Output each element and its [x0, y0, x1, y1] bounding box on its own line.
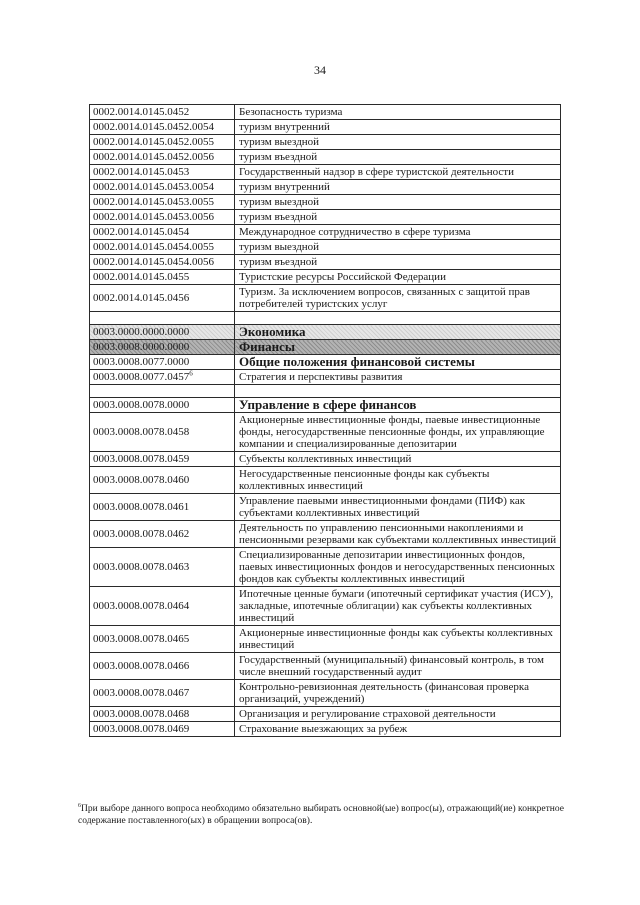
title-cell: [235, 325, 561, 340]
classifier-title: туризм выездной: [239, 241, 320, 253]
classifier-code: 0003.0008.0078.0460: [93, 474, 190, 486]
classifier-code: 0002.0014.0145.0452.0056: [93, 151, 214, 163]
classifier-title: Специализированные депозитарии инвестиционных фондов, паевых инвестиционных фондов и негосударственных пенсионных фондов как субъекты коллективных инвестиций: [239, 549, 556, 585]
table-row: [90, 225, 561, 240]
classifier-code: 0003.0008.0077.0000: [93, 356, 190, 368]
title-cell: [235, 413, 561, 452]
classifier-title: Страхование выезжающих за рубеж: [239, 723, 408, 735]
code-cell: [90, 626, 235, 653]
title-cell: [235, 355, 561, 370]
footnote-mark: 6: [78, 802, 81, 809]
code-cell: [90, 285, 235, 312]
blank-row: [90, 385, 561, 398]
footnote-ref: 6: [189, 369, 193, 378]
classifier-title: Стратегия и перспективы развития: [239, 371, 403, 383]
classifier-code: 0003.0008.0000.0000: [93, 341, 190, 353]
classifier-title: Финансы: [239, 339, 296, 354]
table-row: [90, 195, 561, 210]
classifier-code: 0003.0008.0078.0468: [93, 708, 190, 720]
table-row: [90, 521, 561, 548]
classifier-title: Субъекты коллективных инвестиций: [239, 453, 412, 465]
table-row: [90, 587, 561, 626]
classifier-code: 0002.0014.0145.0454.0056: [93, 256, 214, 268]
table-row: [90, 255, 561, 270]
classifier-title: Государственный надзор в сфере туристской деятельности: [239, 166, 514, 178]
classifier-title: Акционерные инвестиционные фонды, паевые инвестиционные фонды, негосударственные пенсионные фонды, их управляющие компании и специализированные депозитарии: [239, 414, 545, 450]
classifier-title: Негосударственные пенсионные фонды как субъекты коллективных инвестиций: [239, 468, 490, 492]
footnote: [78, 803, 568, 827]
title-cell: [235, 195, 561, 210]
classifier-table-body: [90, 105, 561, 737]
code-cell: [90, 548, 235, 587]
title-cell: [235, 312, 561, 325]
table-row: [90, 467, 561, 494]
title-cell: [235, 521, 561, 548]
title-cell: [235, 120, 561, 135]
code-cell: [90, 398, 235, 413]
code-cell: [90, 467, 235, 494]
classifier-table: [89, 104, 561, 737]
classifier-code: 0003.0008.0078.0467: [93, 687, 190, 699]
footnote-text: При выборе данного вопроса необходимо обязательно выбирать основной(ые) вопрос(ы), отражающий(ие) конкретное содержание поставленного(ых) в обращении вопроса(ов).: [78, 804, 564, 826]
title-cell: [235, 340, 561, 355]
classifier-title: Туристские ресурсы Российской Федерации: [239, 271, 446, 283]
code-cell: [90, 135, 235, 150]
classifier-title: Туризм. За исключением вопросов, связанных с защитой прав потребителей туристских услуг: [239, 286, 531, 310]
table-row: [90, 285, 561, 312]
page-number: 34: [314, 63, 326, 77]
title-cell: [235, 270, 561, 285]
classifier-code: 0003.0008.0078.0461: [93, 501, 190, 513]
title-cell: [235, 680, 561, 707]
classifier-title: Безопасность туризма: [239, 106, 343, 118]
table-row: [90, 494, 561, 521]
code-cell: [90, 325, 235, 340]
title-cell: [235, 255, 561, 270]
classifier-title: Акционерные инвестиционные фонды как субъекты коллективных инвестиций: [239, 627, 553, 651]
title-cell: [235, 385, 561, 398]
classifier-code: 0002.0014.0145.0452.0054: [93, 121, 214, 133]
code-cell: [90, 255, 235, 270]
table-row: [90, 680, 561, 707]
title-cell: [235, 285, 561, 312]
title-cell: [235, 150, 561, 165]
classifier-title: туризм въездной: [239, 256, 318, 268]
classifier-title: Управление в сфере финансов: [239, 397, 417, 412]
classifier-code: 0002.0014.0145.0455: [93, 271, 190, 283]
classifier-code: 0002.0014.0145.0453.0055: [93, 196, 214, 208]
title-cell: [235, 398, 561, 413]
code-cell: [90, 452, 235, 467]
table-row: [90, 180, 561, 195]
code-cell: [90, 370, 235, 385]
table-row: [90, 165, 561, 180]
classifier-code: 0003.0008.0078.0463: [93, 561, 190, 573]
classifier-title: туризм въездной: [239, 211, 318, 223]
title-cell: [235, 626, 561, 653]
title-cell: [235, 165, 561, 180]
code-cell: [90, 150, 235, 165]
classifier-code: 0003.0008.0078.0000: [93, 399, 190, 411]
table-row: [90, 135, 561, 150]
section-row: [90, 340, 561, 355]
code-cell: [90, 180, 235, 195]
classifier-code: 0002.0014.0145.0454.0055: [93, 241, 214, 253]
title-cell: [235, 225, 561, 240]
code-cell: [90, 355, 235, 370]
code-cell: [90, 240, 235, 255]
title-cell: [235, 587, 561, 626]
table-row: [90, 270, 561, 285]
classifier-code: 0003.0008.0078.0464: [93, 600, 190, 612]
title-cell: [235, 105, 561, 120]
classifier-code: 0003.0000.0000.0000: [93, 326, 190, 338]
code-cell: [90, 165, 235, 180]
title-cell: [235, 653, 561, 680]
classifier-code: 0002.0014.0145.0453.0054: [93, 181, 214, 193]
classifier-title: Ипотечные ценные бумаги (ипотечный сертификат участия (ИСУ), закладные, ипотечные облигации) как субъекты коллективных инвестиций: [239, 588, 554, 624]
classifier-title: Общие положения финансовой системы: [239, 354, 475, 369]
code-cell: [90, 210, 235, 225]
table-row: [90, 105, 561, 120]
table-row: [90, 722, 561, 737]
blank-row: [90, 312, 561, 325]
table-row: [90, 370, 561, 385]
classifier-title: Международное сотрудничество в сфере туризма: [239, 226, 471, 238]
classifier-code: 0002.0014.0145.0456: [93, 292, 190, 304]
title-cell: [235, 722, 561, 737]
code-cell: [90, 312, 235, 325]
section-row: [90, 398, 561, 413]
code-cell: [90, 680, 235, 707]
table-row: [90, 653, 561, 680]
title-cell: [235, 494, 561, 521]
code-cell: [90, 494, 235, 521]
classifier-title: туризм внутренний: [239, 121, 330, 133]
title-cell: [235, 452, 561, 467]
table-row: [90, 413, 561, 452]
title-cell: [235, 240, 561, 255]
classifier-code: 0002.0014.0145.0453.0056: [93, 211, 214, 223]
code-cell: [90, 385, 235, 398]
classifier-title: туризм выездной: [239, 196, 320, 208]
classifier-code: 0002.0014.0145.0453: [93, 166, 190, 178]
classifier-title: Государственный (муниципальный) финансовый контроль, в том числе внешний государственный аудит: [239, 654, 544, 678]
classifier-code: 0002.0014.0145.0452.0055: [93, 136, 214, 148]
classifier-code: 0003.0008.0078.0458: [93, 426, 190, 438]
code-cell: [90, 521, 235, 548]
classifier-code: 0003.0008.0078.0459: [93, 453, 190, 465]
table-row: [90, 626, 561, 653]
classifier-title: Контрольно-ревизионная деятельность (финансовая проверка организаций, учреждений): [239, 681, 529, 705]
code-cell: [90, 653, 235, 680]
classifier-title: Управление паевыми инвестиционными фондами (ПИФ) как субъектами коллективных инвестиций: [239, 495, 526, 519]
code-cell: [90, 225, 235, 240]
classifier-title: туризм внутренний: [239, 181, 330, 193]
code-cell: [90, 587, 235, 626]
classifier-title: туризм выездной: [239, 136, 320, 148]
title-cell: [235, 180, 561, 195]
section-row: [90, 325, 561, 340]
code-cell: [90, 105, 235, 120]
classifier-title: Деятельность по управлению пенсионными накоплениями и пенсионными резервами как субъектами коллективных инвестиций: [239, 522, 557, 546]
classifier-code: 0003.0008.0078.0466: [93, 660, 190, 672]
title-cell: [235, 548, 561, 587]
table-row: [90, 452, 561, 467]
title-cell: [235, 707, 561, 722]
classifier-code: 0003.0008.0078.0469: [93, 723, 190, 735]
classifier-title: туризм въездной: [239, 151, 318, 163]
classifier-title: Организация и регулирование страховой деятельности: [239, 708, 496, 720]
table-row: [90, 240, 561, 255]
title-cell: [235, 210, 561, 225]
code-cell: [90, 195, 235, 210]
section-row: [90, 355, 561, 370]
title-cell: [235, 467, 561, 494]
title-cell: [235, 135, 561, 150]
classifier-title: Экономика: [239, 324, 306, 339]
classifier-code: 0002.0014.0145.0454: [93, 226, 190, 238]
code-cell: [90, 120, 235, 135]
code-cell: [90, 270, 235, 285]
title-cell: [235, 370, 561, 385]
table-row: [90, 548, 561, 587]
table-row: [90, 210, 561, 225]
code-cell: [90, 340, 235, 355]
classifier-code: 0003.0008.0078.0465: [93, 633, 190, 645]
classifier-code: 0002.0014.0145.0452: [93, 106, 190, 118]
code-cell: [90, 722, 235, 737]
code-cell: [90, 413, 235, 452]
table-row: [90, 120, 561, 135]
classifier-code: 0003.0008.0077.0457: [93, 371, 190, 383]
table-row: [90, 150, 561, 165]
table-row: [90, 707, 561, 722]
code-cell: [90, 707, 235, 722]
classifier-code: 0003.0008.0078.0462: [93, 528, 190, 540]
